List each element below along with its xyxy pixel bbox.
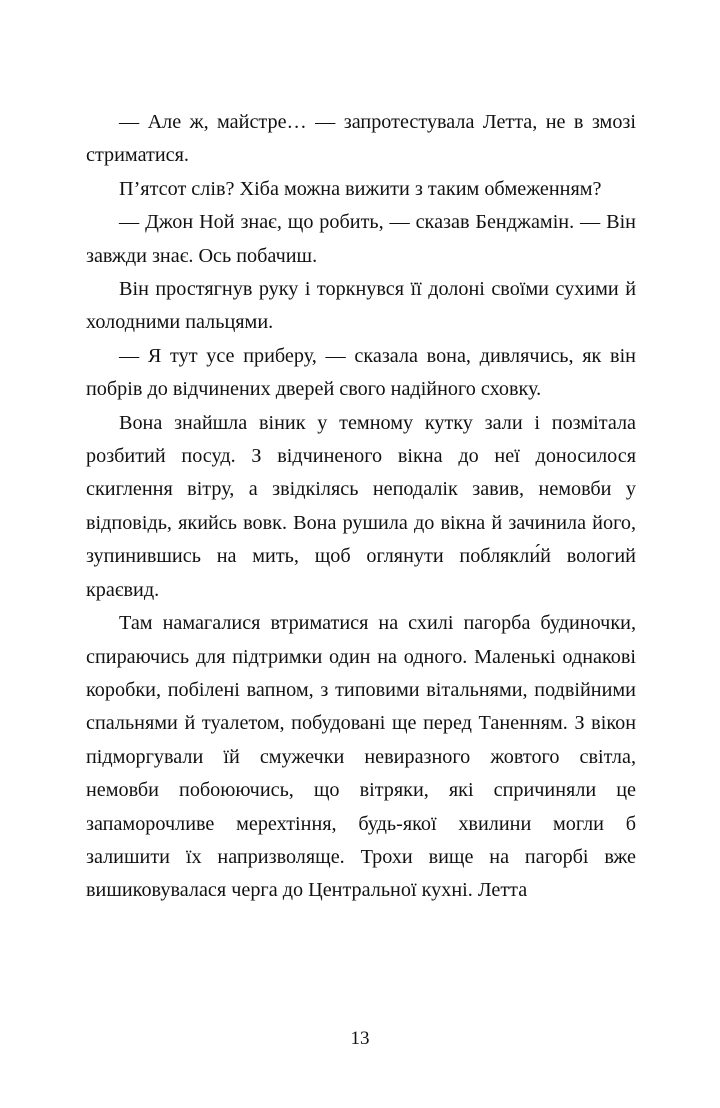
paragraph: Він простягнув руку і торкнувся її долоні своїми сухими й холодними пальцями. bbox=[86, 278, 636, 334]
paragraph: П’ятсот слів? Хіба можна вижити з таким обмеженням? bbox=[119, 177, 602, 200]
paragraph: — Але ж, майстре… — запротестувала Летта, не в змозі стриматися. bbox=[86, 111, 636, 167]
paragraph: — Джон Ной знає, що робить, — сказав Бенджамін. — Він завжди знає. Ось побачиш. bbox=[86, 211, 636, 267]
paragraph: Там намагалися втриматися на схилі пагорба будиночки, спираючись для підтримки один на одного. Маленькі однакові коробки, побілені вапном, з типовими вітальнями, подвійними спальнями й туалетом, побудовані ще перед Таненням. З вікон підморгували їй смужечки невиразного жовтого світла, немовби побоюючись, що вітряки, які спричиняли це запаморочливе мерехтіння, будь-якої хвилини могли б залишити їх напризволяще. Трохи вище на пагорбі вже вишиковувалася черга до Центральної кухні. Летта bbox=[86, 612, 636, 902]
page-number: 13 bbox=[350, 1028, 370, 1049]
paragraph: Вона знайшла віник у темному кутку зали і позмітала розбитий посуд. З відчиненого вікна до неї доносилося скиглення вітру, а звідкілясь неподалік завив, немовби у відповідь, якийсь вовк. Вона рушила до вікна й зачинила його, зупинившись на мить, щоб оглянути поблякли́й вологий краєвид. bbox=[86, 411, 636, 601]
page-body bbox=[86, 106, 636, 908]
paragraph: — Я тут усе приберу, — сказала вона, дивлячись, як він побрів до відчинених дверей свого надійного сховку. bbox=[86, 344, 636, 401]
